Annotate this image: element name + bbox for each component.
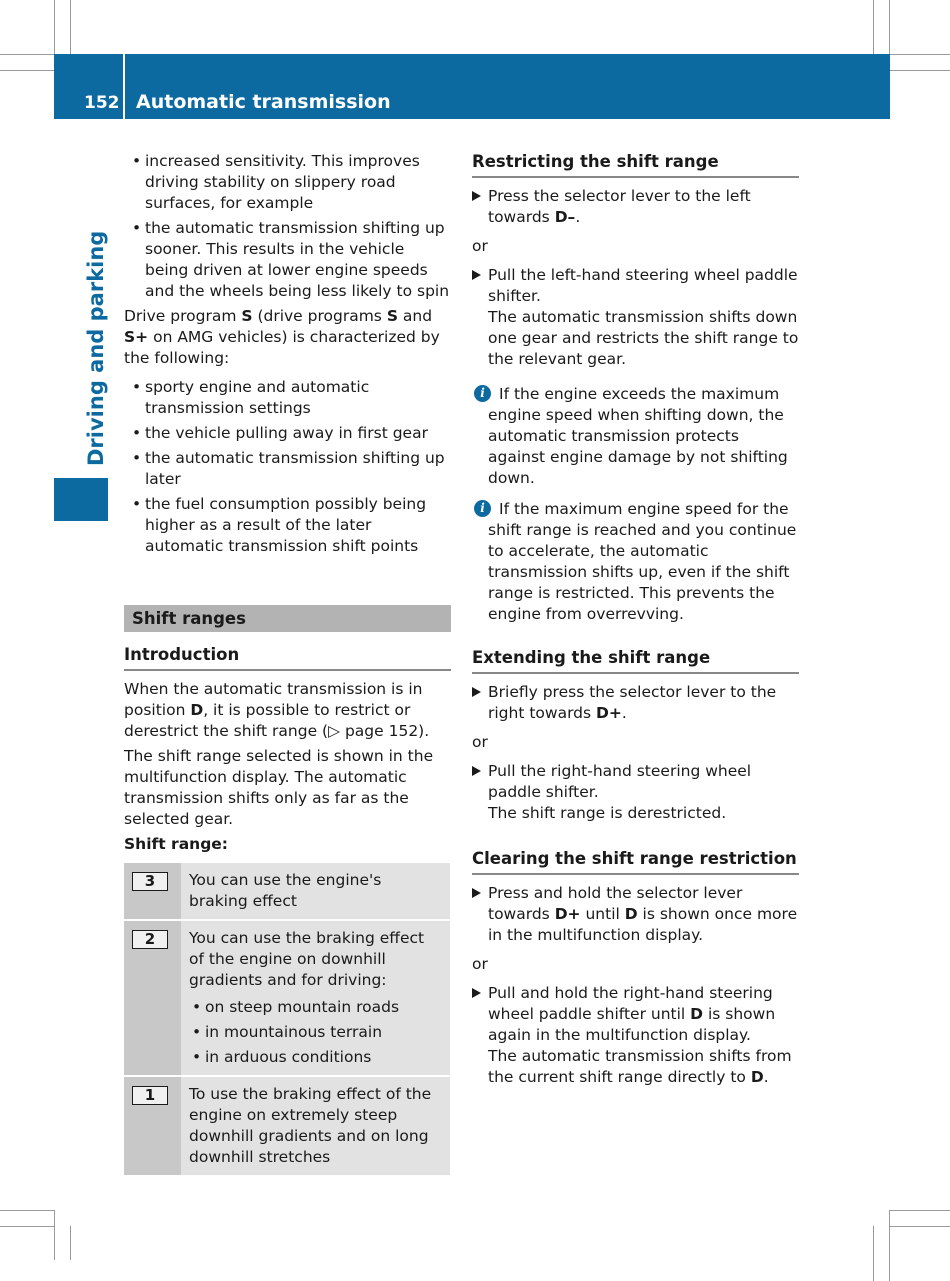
arrow-icon	[472, 888, 481, 898]
table-row	[124, 921, 450, 1077]
list-item: • the automatic transmission shifting up sooner. This results in the vehicle being driven at lower engine speeds and the wheels being less likely to spin	[128, 218, 451, 302]
crop-mark	[889, 0, 890, 54]
crop-mark	[890, 1210, 950, 1211]
table-cell: To use the braking effect of the engine on extremely steep downhill gradients and on long downhill stretches	[181, 1077, 450, 1175]
crop-mark	[890, 70, 950, 71]
crop-mark	[890, 1226, 950, 1227]
page-title: Automatic transmission	[136, 91, 391, 113]
instruction-result: The shift range is derestricted.	[488, 804, 727, 822]
crop-mark	[0, 1210, 54, 1211]
crop-mark	[889, 1210, 890, 1281]
subsection-heading: Extending the shift range	[472, 647, 799, 674]
shift-range-label: Shift range:	[124, 835, 229, 853]
arrow-icon	[472, 687, 481, 697]
info-icon: i	[474, 385, 491, 402]
arrow-icon	[472, 766, 481, 776]
instruction-step: Press and hold the selector lever towards D+ until D is shown once more in the multifunction display.	[472, 883, 799, 946]
left-column	[124, 151, 451, 1175]
section-tab	[54, 478, 108, 521]
page-header	[54, 54, 890, 119]
gear-key: 2	[132, 930, 168, 949]
arrow-icon	[472, 191, 481, 201]
section-label: Driving and parking	[84, 230, 108, 466]
info-icon: i	[474, 500, 491, 517]
list-item: • the vehicle pulling away in first gear	[128, 423, 451, 444]
crop-mark	[70, 1226, 71, 1260]
gear-key: 1	[132, 1086, 168, 1105]
section-heading: Shift ranges	[124, 605, 451, 632]
list-item: • in arduous conditions	[189, 1047, 442, 1068]
arrow-icon	[472, 988, 481, 998]
header-divider	[123, 54, 125, 119]
intro-paragraph: When the automatic transmission is in position D, it is possible to restrict or derestrict the shift range (▷ page 152).	[124, 680, 430, 740]
drive-program-s-paragraph: Drive program S (drive programs S and S+ on AMG vehicles) is characterized by the following:	[124, 307, 440, 367]
crop-mark	[0, 54, 54, 55]
list-item: • on steep mountain roads	[189, 997, 442, 1018]
subsection-heading: Clearing the shift range restriction	[472, 848, 799, 875]
info-note: i If the maximum engine speed for the shift range is reached and you continue to accelerate, the automatic transmission shifts up, even if the shift range is restricted. This prevents the engine from overrevving.	[472, 499, 799, 625]
crop-mark	[0, 70, 54, 71]
crop-mark	[54, 0, 55, 54]
subsection-heading: Introduction	[124, 644, 451, 671]
table-cell: You can use the engine's braking effect	[181, 863, 450, 919]
instruction-step: Briefly press the selector lever to the right towards D+.	[472, 682, 799, 724]
instruction-step: Pull the left-hand steering wheel paddle shifter. The automatic transmission shifts down one gear and restricts the shift range to the relevant gear.	[472, 265, 799, 370]
crop-mark	[873, 0, 874, 54]
list-item: • the automatic transmission shifting up later	[128, 448, 451, 490]
arrow-icon	[472, 270, 481, 280]
list-item: • sporty engine and automatic transmission settings	[128, 377, 451, 419]
instruction-step: Press the selector lever to the left towards D–.	[472, 186, 799, 228]
crop-mark	[0, 1226, 54, 1227]
instruction-result: The automatic transmission shifts down one gear and restricts the shift range to the relevant gear.	[488, 308, 799, 368]
intro-paragraph-2: The shift range selected is shown in the multifunction display. The automatic transmission shifts only as far as the selected gear.	[124, 747, 434, 828]
or-separator: or	[472, 733, 488, 751]
list-item: • the fuel consumption possibly being higher as a result of the later automatic transmission shift points	[128, 494, 451, 557]
info-note: i If the engine exceeds the maximum engine speed when shifting down, the automatic transmission protects against engine damage by not shifting down.	[472, 384, 799, 489]
crop-mark	[54, 1210, 55, 1260]
crop-mark	[873, 1226, 874, 1281]
subsection-heading: Restricting the shift range	[472, 151, 799, 178]
or-separator: or	[472, 237, 488, 255]
table-row	[124, 863, 450, 921]
or-separator: or	[472, 955, 488, 973]
gear-key: 3	[132, 872, 168, 891]
table-row	[124, 1077, 450, 1175]
table-cell: You can use the braking effect of the engine on downhill gradients and for driving: • on steep mountain roads • in mountainous terrain • in arduous conditions	[181, 921, 450, 1075]
shift-range-table	[124, 863, 450, 1175]
instruction-step: Pull the right-hand steering wheel paddle shifter. The shift range is derestricted.	[472, 761, 799, 824]
instruction-step: Pull and hold the right-hand steering wheel paddle shifter until D is shown again in the multifunction display. The automatic transmission shifts from the current shift range directly to D.	[472, 983, 799, 1088]
list-item: • in mountainous terrain	[189, 1022, 442, 1043]
right-column	[472, 151, 799, 1096]
crop-mark	[890, 54, 950, 55]
page-number: 152	[84, 93, 120, 113]
instruction-result: The automatic transmission shifts from the current shift range directly to D.	[488, 1047, 792, 1086]
crop-mark	[70, 0, 71, 54]
list-item: • increased sensitivity. This improves driving stability on slippery road surfaces, for example	[128, 151, 451, 214]
